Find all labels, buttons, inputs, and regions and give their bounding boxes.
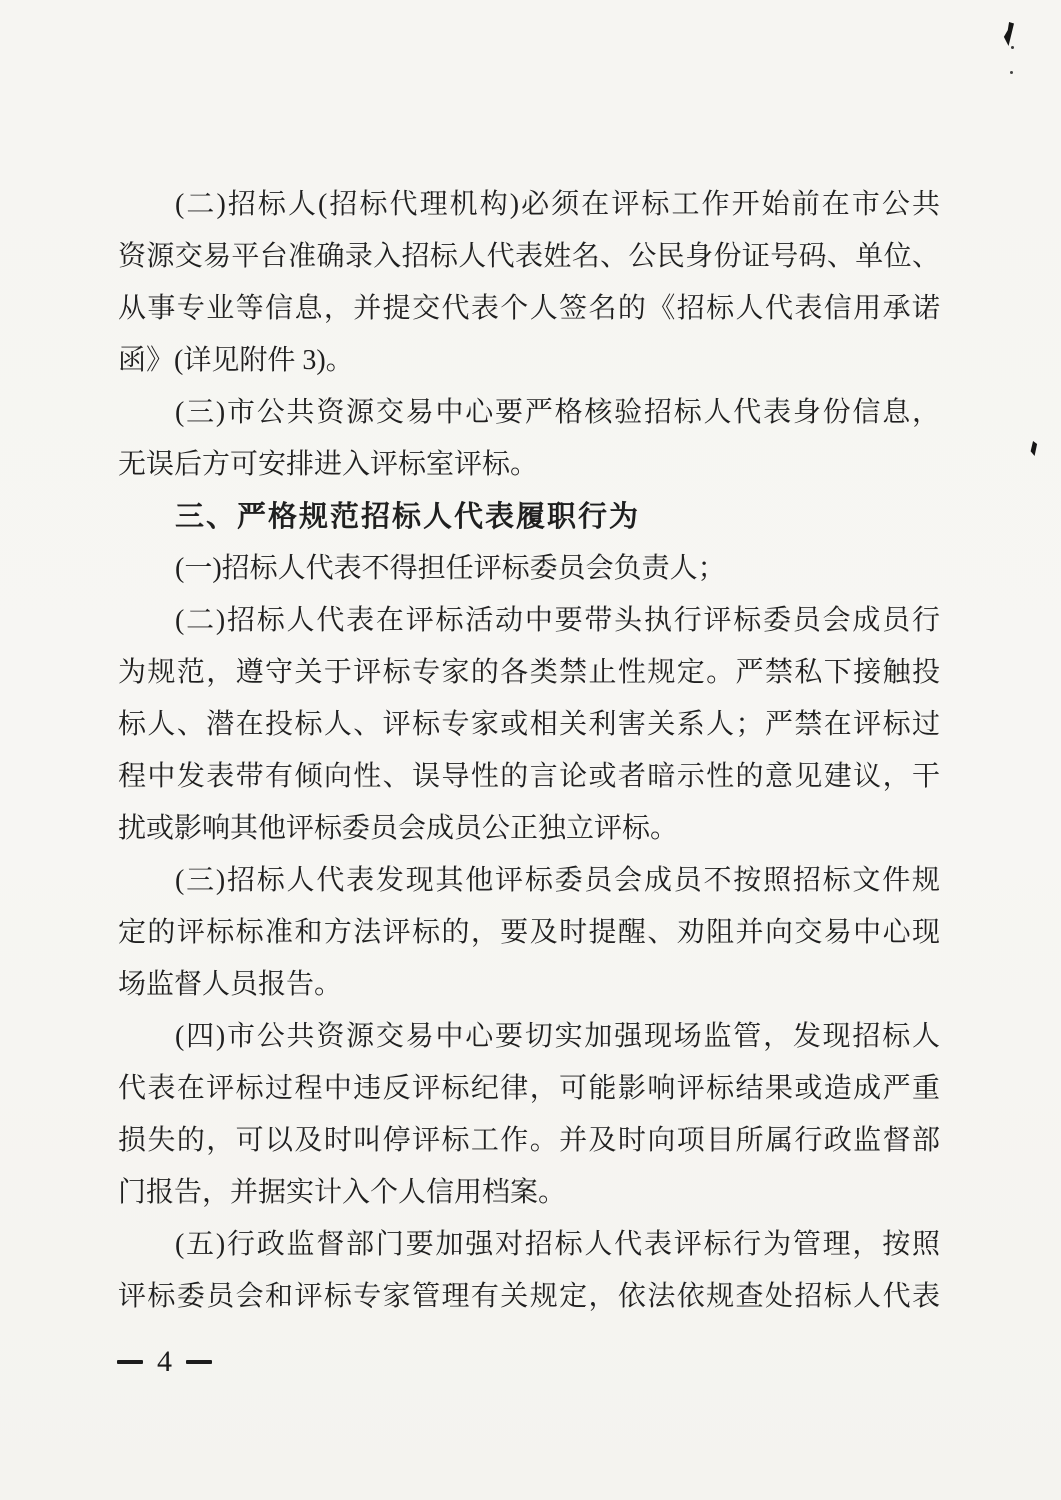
- ink-smudge-icon: [1001, 22, 1014, 46]
- paragraph: [118, 543, 940, 595]
- page-number-value: 4: [157, 1345, 172, 1378]
- paragraph: [118, 179, 940, 387]
- ink-dot-icon: [1010, 71, 1013, 74]
- text-line: 无误后方可安排进入评标室评标。: [118, 449, 539, 480]
- page-number: [117, 1344, 212, 1380]
- text-line: 为规范，遵守关于评标专家的各类禁止性规定。严禁私下接触投: [118, 657, 940, 688]
- text-line: 损失的，可以及时叫停评标工作。并及时向项目所属行政监督部: [118, 1125, 940, 1156]
- text-line: 从事专业等信息，并提交代表个人签名的《招标人代表信用承诺: [118, 293, 940, 324]
- text-line: (四)市公共资源交易中心要切实加强现场监管，发现招标人: [175, 1021, 940, 1052]
- text-line: 函》(详见附件 3)。: [118, 345, 354, 376]
- page-number-dash-left: [117, 1360, 143, 1364]
- text-line: 代表在评标过程中违反评标纪律，可能影响评标结果或造成严重: [118, 1073, 940, 1104]
- paragraph: [118, 855, 940, 1011]
- text-line: (二)招标人代表在评标活动中要带头执行评标委员会成员行: [175, 605, 940, 636]
- document-body: [118, 179, 940, 1323]
- text-line: (三)招标人代表发现其他评标委员会成员不按照招标文件规: [175, 865, 940, 896]
- text-line: (三)市公共资源交易中心要严格核验招标人代表身份信息，: [175, 397, 940, 428]
- text-line: 定的评标标准和方法评标的，要及时提醒、劝阻并向交易中心现: [118, 917, 940, 948]
- paragraph: [118, 1011, 940, 1219]
- ink-dot-icon: [1011, 46, 1014, 49]
- text-line: 评标委员会和评标专家管理有关规定，依法依规查处招标人代表: [118, 1281, 940, 1312]
- text-line: (一)招标人代表不得担任评标委员会负责人；: [175, 553, 726, 584]
- ink-speck-icon: [1029, 441, 1038, 456]
- text-line: 程中发表带有倾向性、误导性的言论或者暗示性的意见建议，干: [118, 761, 940, 792]
- paragraph: [118, 1219, 940, 1323]
- text-line: (五)行政监督部门要加强对招标人代表评标行为管理，按照: [175, 1229, 940, 1260]
- text-line: 三、严格规范招标人代表履职行为: [175, 501, 641, 533]
- paragraph: [118, 595, 940, 855]
- page-number-dash-right: [186, 1360, 212, 1364]
- section-heading: [118, 491, 940, 543]
- text-line: (二)招标人(招标代理机构)必须在评标工作开始前在市公共: [175, 189, 940, 220]
- text-line: 标人、潜在投标人、评标专家或相关利害关系人；严禁在评标过: [118, 709, 940, 740]
- text-line: 资源交易平台准确录入招标人代表姓名、公民身份证号码、单位、: [118, 241, 940, 272]
- text-line: 门报告，并据实计入个人信用档案。: [118, 1177, 567, 1208]
- text-line: 扰或影响其他评标委员会成员公正独立评标。: [118, 813, 679, 844]
- paragraph: [118, 387, 940, 491]
- text-line: 场监督人员报告。: [118, 969, 343, 1000]
